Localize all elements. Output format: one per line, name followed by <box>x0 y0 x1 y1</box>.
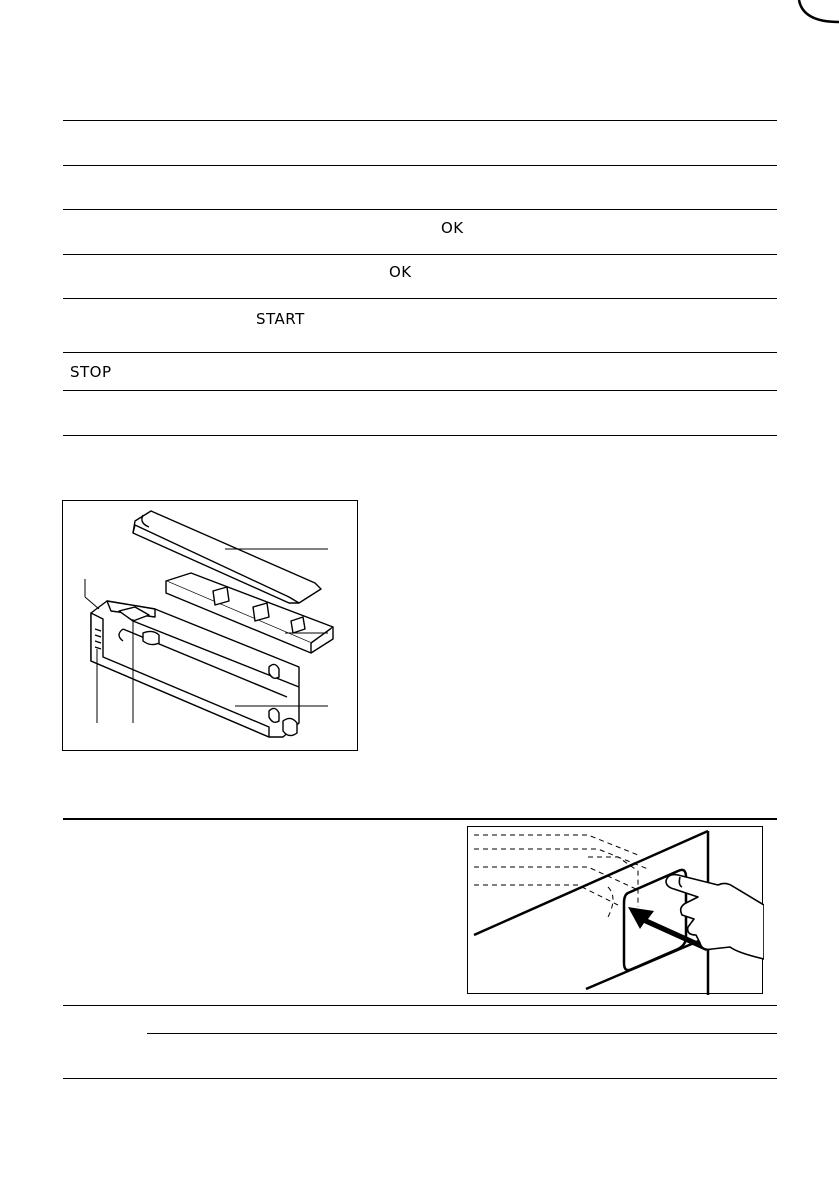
corner-bracket-icon <box>779 0 839 40</box>
table-rule <box>63 435 777 436</box>
start-button-label: START <box>256 310 305 328</box>
detergent-drawer-figure <box>62 500 358 751</box>
table-rule <box>63 298 777 299</box>
table-rule <box>63 818 777 820</box>
table-rule <box>63 209 777 210</box>
door-closing-figure <box>467 826 763 994</box>
table-rule <box>63 352 777 353</box>
table-rule <box>63 254 777 255</box>
table-rule <box>63 165 777 166</box>
table-rule <box>147 1033 777 1034</box>
ok-button-label: OK <box>441 219 464 237</box>
table-rule <box>63 390 777 391</box>
ok-button-label: OK <box>389 263 412 281</box>
door-push-close-icon <box>468 827 764 995</box>
table-rule <box>63 1078 777 1079</box>
table-rule <box>63 120 777 121</box>
detergent-drawer-exploded-icon <box>63 501 359 752</box>
stop-button-label: STOP <box>70 363 112 381</box>
table-rule <box>63 1005 777 1006</box>
